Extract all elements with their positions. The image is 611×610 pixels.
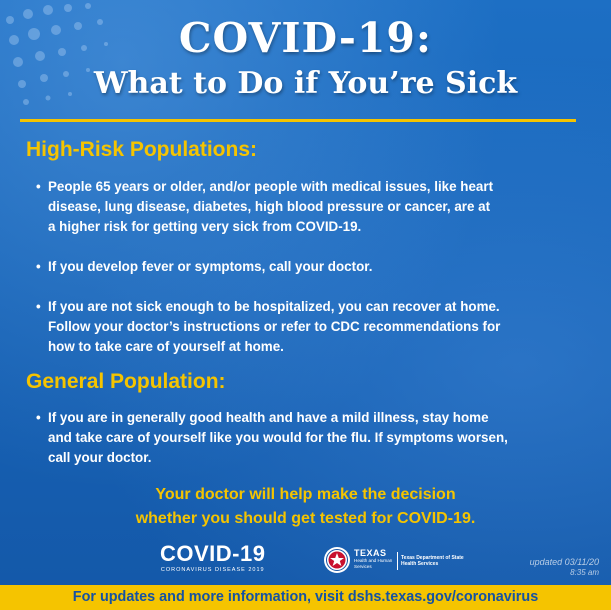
logo-divider	[397, 552, 398, 570]
covid-logo-subtext: CORONAVIRUS DISEASE 2019	[160, 567, 265, 573]
bullet-line: disease, lung disease, diabetes, high blood pressure or cancer, are at	[48, 199, 491, 214]
covid-19-logo	[160, 542, 265, 573]
poster-title: COVID-19:	[178, 14, 433, 62]
bullet-high-risk-3	[36, 297, 576, 357]
bullet-line: If you are in generally good health and have a mild illness, stay home	[48, 410, 489, 425]
bullet-marker: •	[36, 179, 41, 194]
bullet-line: If you develop fever or symptoms, call your doctor.	[48, 259, 373, 274]
bullet-high-risk-1	[36, 177, 576, 237]
updated-time: 8:35 am	[570, 568, 599, 577]
bullet-general-1	[36, 408, 576, 468]
bullet-line: Follow your doctor’s instructions or refer to CDC recommendations for	[48, 319, 501, 334]
dshs-logo-line-2: Health Services	[401, 561, 439, 567]
callout-line-2: whether you should get tested for COVID-19.	[135, 510, 476, 527]
texas-logo-name: TEXAS	[354, 548, 387, 558]
footer-banner: For updates and more information, visit dshs.texas.gov/coronavirus	[0, 585, 611, 610]
bullet-line: how to take care of yourself at home.	[48, 339, 284, 354]
bullet-line: a higher risk for getting very sick from COVID-19.	[48, 219, 362, 234]
callout-line-1: Your doctor will help make the decision	[155, 486, 456, 503]
texas-logo-sub-2: Services	[354, 564, 372, 569]
bullet-marker: •	[36, 299, 41, 314]
texas-hhs-logo	[323, 546, 483, 576]
bullet-high-risk-2	[36, 257, 576, 277]
bullet-line: If you are not sick enough to be hospitalized, you can recover at home.	[48, 299, 500, 314]
texas-logo-sub-1: Health and Human	[354, 558, 393, 563]
covid-logo-text: COVID-19	[160, 541, 266, 566]
dshs-logo-text	[401, 555, 481, 567]
bullet-line: and take care of yourself like you would for the flu. If symptoms worsen,	[48, 430, 508, 445]
updated-date: updated 03/11/20	[529, 557, 599, 567]
bullet-marker: •	[36, 410, 41, 425]
bullet-line: People 65 years or older, and/or people with medical issues, like heart	[48, 179, 494, 194]
section-heading-general: General Population:	[26, 370, 226, 393]
section-heading-high-risk: High-Risk Populations:	[26, 138, 257, 161]
texas-seal-icon	[323, 546, 351, 574]
dshs-logo-line-1: Texas Department of State	[401, 555, 464, 561]
title-underline	[20, 119, 576, 122]
bullet-line: call your doctor.	[48, 450, 152, 465]
poster-subtitle: What to Do if You’re Sick	[93, 66, 518, 101]
bullet-marker: •	[36, 259, 41, 274]
updated-stamp	[530, 557, 599, 578]
